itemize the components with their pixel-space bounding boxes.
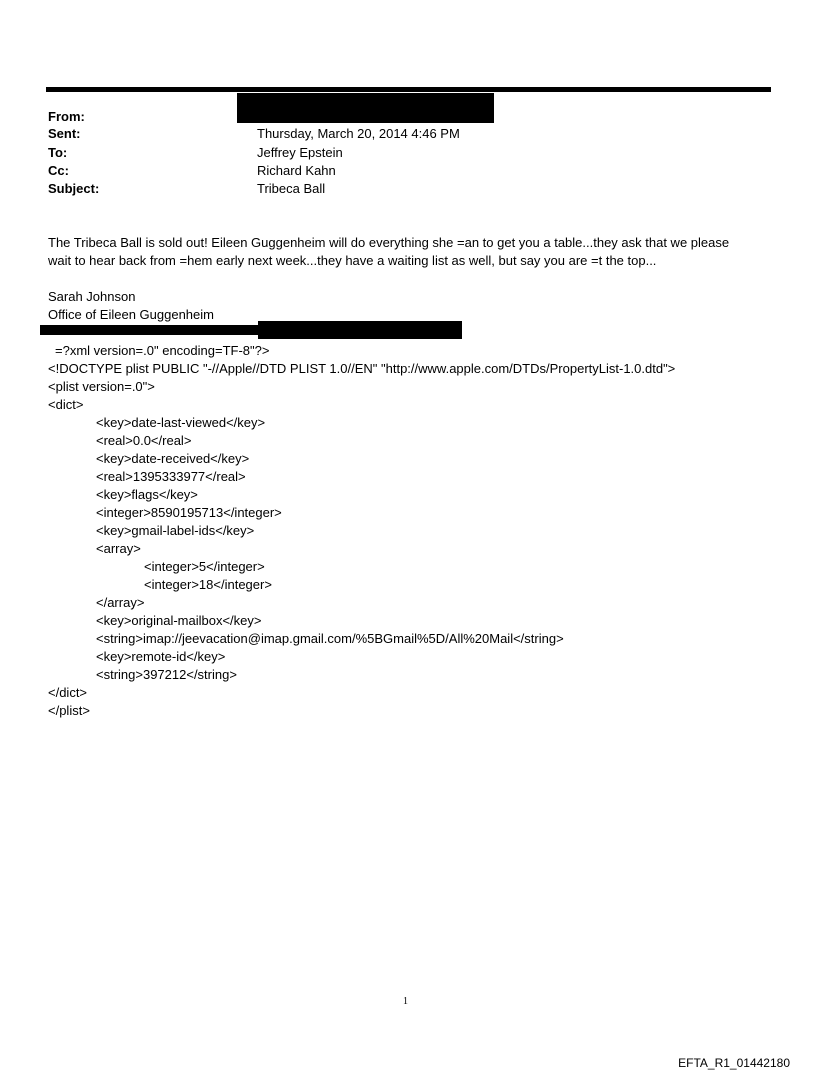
plist-line: <key>date-last-viewed</key> <box>96 415 266 430</box>
plist-line: <string>imap://jeevacation@imap.gmail.com/%5BGmail%5D/All%20Mail</string> <box>96 631 564 646</box>
plist-line: <key>flags</key> <box>96 487 198 502</box>
plist-line: </array> <box>96 595 145 610</box>
plist-line: <string>397212</string> <box>96 667 237 682</box>
redaction-signature-1 <box>40 325 260 335</box>
document-id: EFTA_R1_01442180 <box>678 1056 790 1070</box>
plist-line: <integer>18</integer> <box>144 577 272 592</box>
plist-line: <plist version=.0"> <box>48 379 155 394</box>
from-label: From: <box>48 109 85 124</box>
redaction-signature-2 <box>258 321 462 339</box>
sent-label: Sent: <box>48 126 81 141</box>
plist-line: <dict> <box>48 397 84 412</box>
redaction-from <box>237 93 494 123</box>
to-label: To: <box>48 145 68 160</box>
plist-line: </plist> <box>48 703 90 718</box>
plist-line: <real>0.0</real> <box>96 433 192 448</box>
sent-value: Thursday, March 20, 2014 4:46 PM <box>257 126 460 141</box>
plist-line: <key>remote-id</key> <box>96 649 226 664</box>
plist-line: <key>date-received</key> <box>96 451 250 466</box>
subject-value: Tribeca Ball <box>257 181 326 196</box>
plist-line: <key>original-mailbox</key> <box>96 613 262 628</box>
page-number: 1 <box>403 996 408 1007</box>
plist-line: <!DOCTYPE plist PUBLIC "-//Apple//DTD PLIST 1.0//EN" "http://www.apple.com/DTDs/PropertyList-1.0.dtd"> <box>48 361 676 376</box>
message-line-2: wait to hear back from =hem early next week...they have a waiting list as well, but say you are =t the top... <box>48 253 657 268</box>
signature-name: Sarah Johnson <box>48 289 136 304</box>
plist-line: </dict> <box>48 685 88 700</box>
plist-line: <integer>8590195713</integer> <box>96 505 282 520</box>
message-line-1: The Tribeca Ball is sold out! Eileen Guggenheim will do everything she =an to get you a table...they ask that we please <box>48 235 730 250</box>
plist-line: <array> <box>96 541 141 556</box>
plist-line: <integer>5</integer> <box>144 559 265 574</box>
cc-value: Richard Kahn <box>257 163 336 178</box>
plist-line: =?xml version=.0" encoding=TF-8"?> <box>55 343 270 358</box>
to-value: Jeffrey Epstein <box>257 145 343 160</box>
header-divider <box>46 87 771 92</box>
plist-line: <real>1395333977</real> <box>96 469 246 484</box>
signature-office: Office of Eileen Guggenheim <box>48 307 214 322</box>
plist-line: <key>gmail-label-ids</key> <box>96 523 255 538</box>
cc-label: Cc: <box>48 163 69 178</box>
subject-label: Subject: <box>48 181 100 196</box>
